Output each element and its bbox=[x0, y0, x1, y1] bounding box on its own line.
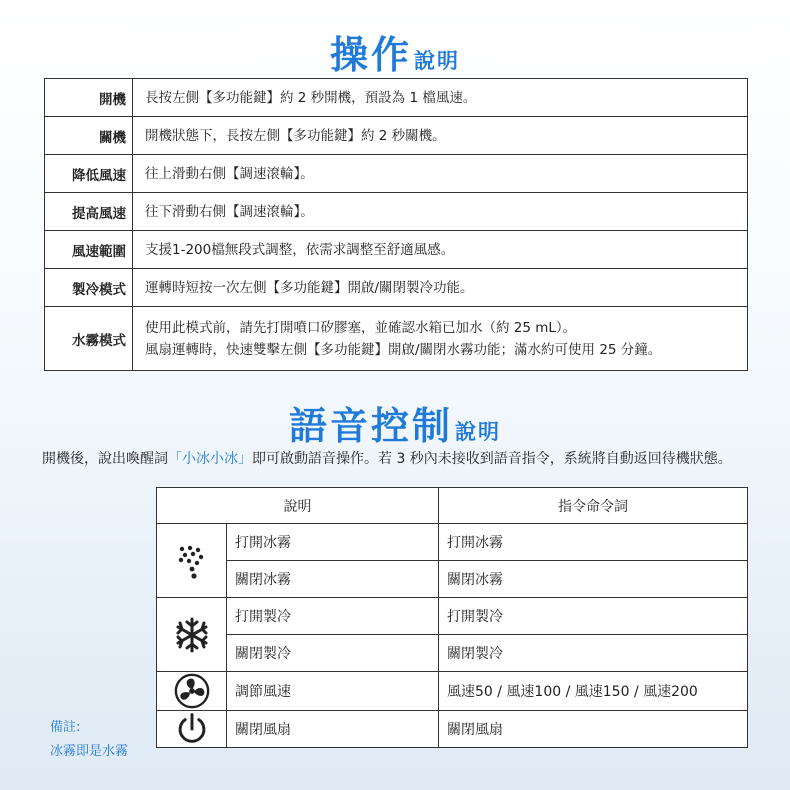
voice-row bbox=[157, 635, 748, 672]
voice-description: 關閉製冷 bbox=[227, 635, 439, 672]
note-text: 冰霧即是水霧 bbox=[50, 744, 129, 759]
voice-intro bbox=[42, 448, 742, 470]
note bbox=[50, 716, 128, 764]
operation-content-line: 風扇運轉時，快速雙擊左側【多功能鍵】開啟/關閉水霧功能；滿水約可使用 25 分鐘。 bbox=[145, 341, 662, 358]
header-description: 說明 bbox=[157, 488, 439, 524]
operation-content: 開機狀態下，長按左側【多功能鍵】約 2 秒關機。 bbox=[133, 117, 748, 155]
voice-command: 關閉風扇 bbox=[439, 711, 748, 748]
operation-row bbox=[45, 193, 748, 231]
operation-label: 提高風速 bbox=[45, 193, 133, 231]
operation-row bbox=[45, 231, 748, 269]
voice-command: 風速50 / 風速100 / 風速150 / 風速200 bbox=[439, 672, 748, 711]
operation-content: 支援1-200檔無段式調整，依需求調整至舒適風感。 bbox=[133, 231, 748, 269]
wake-word: 「小冰小冰」 bbox=[168, 451, 252, 467]
operation-row bbox=[45, 155, 748, 193]
operation-title-main: 操作 bbox=[329, 33, 412, 77]
voice-command-table bbox=[156, 487, 748, 748]
voice-row bbox=[157, 711, 748, 748]
voice-description: 關閉冰霧 bbox=[227, 561, 439, 598]
voice-description: 關閉風扇 bbox=[227, 711, 439, 748]
voice-row bbox=[157, 524, 748, 561]
operation-label: 降低風速 bbox=[45, 155, 133, 193]
operation-row bbox=[45, 79, 748, 117]
voice-title bbox=[0, 395, 790, 450]
operation-row bbox=[45, 117, 748, 155]
voice-description: 調節風速 bbox=[227, 672, 439, 711]
voice-intro-text: 即可啟動語音操作。若 3 秒內未接收到語音指令，系統將自動返回待機狀態。 bbox=[252, 451, 732, 467]
voice-title-main: 語音控制 bbox=[288, 404, 453, 448]
voice-title-sub: 說明 bbox=[455, 420, 501, 444]
operation-content: 長按左側【多功能鍵】約 2 秒開機，預設為 1 檔風速。 bbox=[133, 79, 748, 117]
operation-title bbox=[0, 24, 790, 79]
snowflake-icon bbox=[157, 598, 227, 672]
operation-label: 製冷模式 bbox=[45, 269, 133, 307]
voice-intro-text: 開機後，說出喚醒詞 bbox=[42, 451, 168, 467]
note-label: 備註: bbox=[50, 720, 81, 735]
water-mist-icon bbox=[157, 524, 227, 598]
voice-command: 打開製冷 bbox=[439, 598, 748, 635]
operation-label: 開機 bbox=[45, 79, 133, 117]
operation-label: 水霧模式 bbox=[45, 307, 133, 371]
voice-command: 關閉冰霧 bbox=[439, 561, 748, 598]
operation-table bbox=[44, 78, 748, 371]
operation-content-line: 使用此模式前，請先打開噴口矽膠塞，並確認水箱已加水（約 25 mL）。 bbox=[145, 319, 577, 336]
operation-content: 運轉時短按一次左側【多功能鍵】開啟/關閉製冷功能。 bbox=[133, 269, 748, 307]
voice-row bbox=[157, 561, 748, 598]
operation-label: 風速範圍 bbox=[45, 231, 133, 269]
operation-title-sub: 說明 bbox=[414, 49, 460, 73]
operation-content: 往下滑動右側【調速滾輪】。 bbox=[133, 193, 748, 231]
operation-row bbox=[45, 269, 748, 307]
voice-description: 打開製冷 bbox=[227, 598, 439, 635]
voice-row bbox=[157, 672, 748, 711]
voice-table-header bbox=[157, 488, 748, 524]
voice-row bbox=[157, 598, 748, 635]
voice-command: 關閉製冷 bbox=[439, 635, 748, 672]
operation-content bbox=[133, 307, 748, 371]
operation-label: 關機 bbox=[45, 117, 133, 155]
operation-row bbox=[45, 307, 748, 371]
voice-description: 打開冰霧 bbox=[227, 524, 439, 561]
operation-content: 往上滑動右側【調速滾輪】。 bbox=[133, 155, 748, 193]
power-icon bbox=[157, 711, 227, 748]
voice-command: 打開冰霧 bbox=[439, 524, 748, 561]
fan-icon bbox=[157, 672, 227, 711]
header-command: 指令命令詞 bbox=[439, 488, 748, 524]
